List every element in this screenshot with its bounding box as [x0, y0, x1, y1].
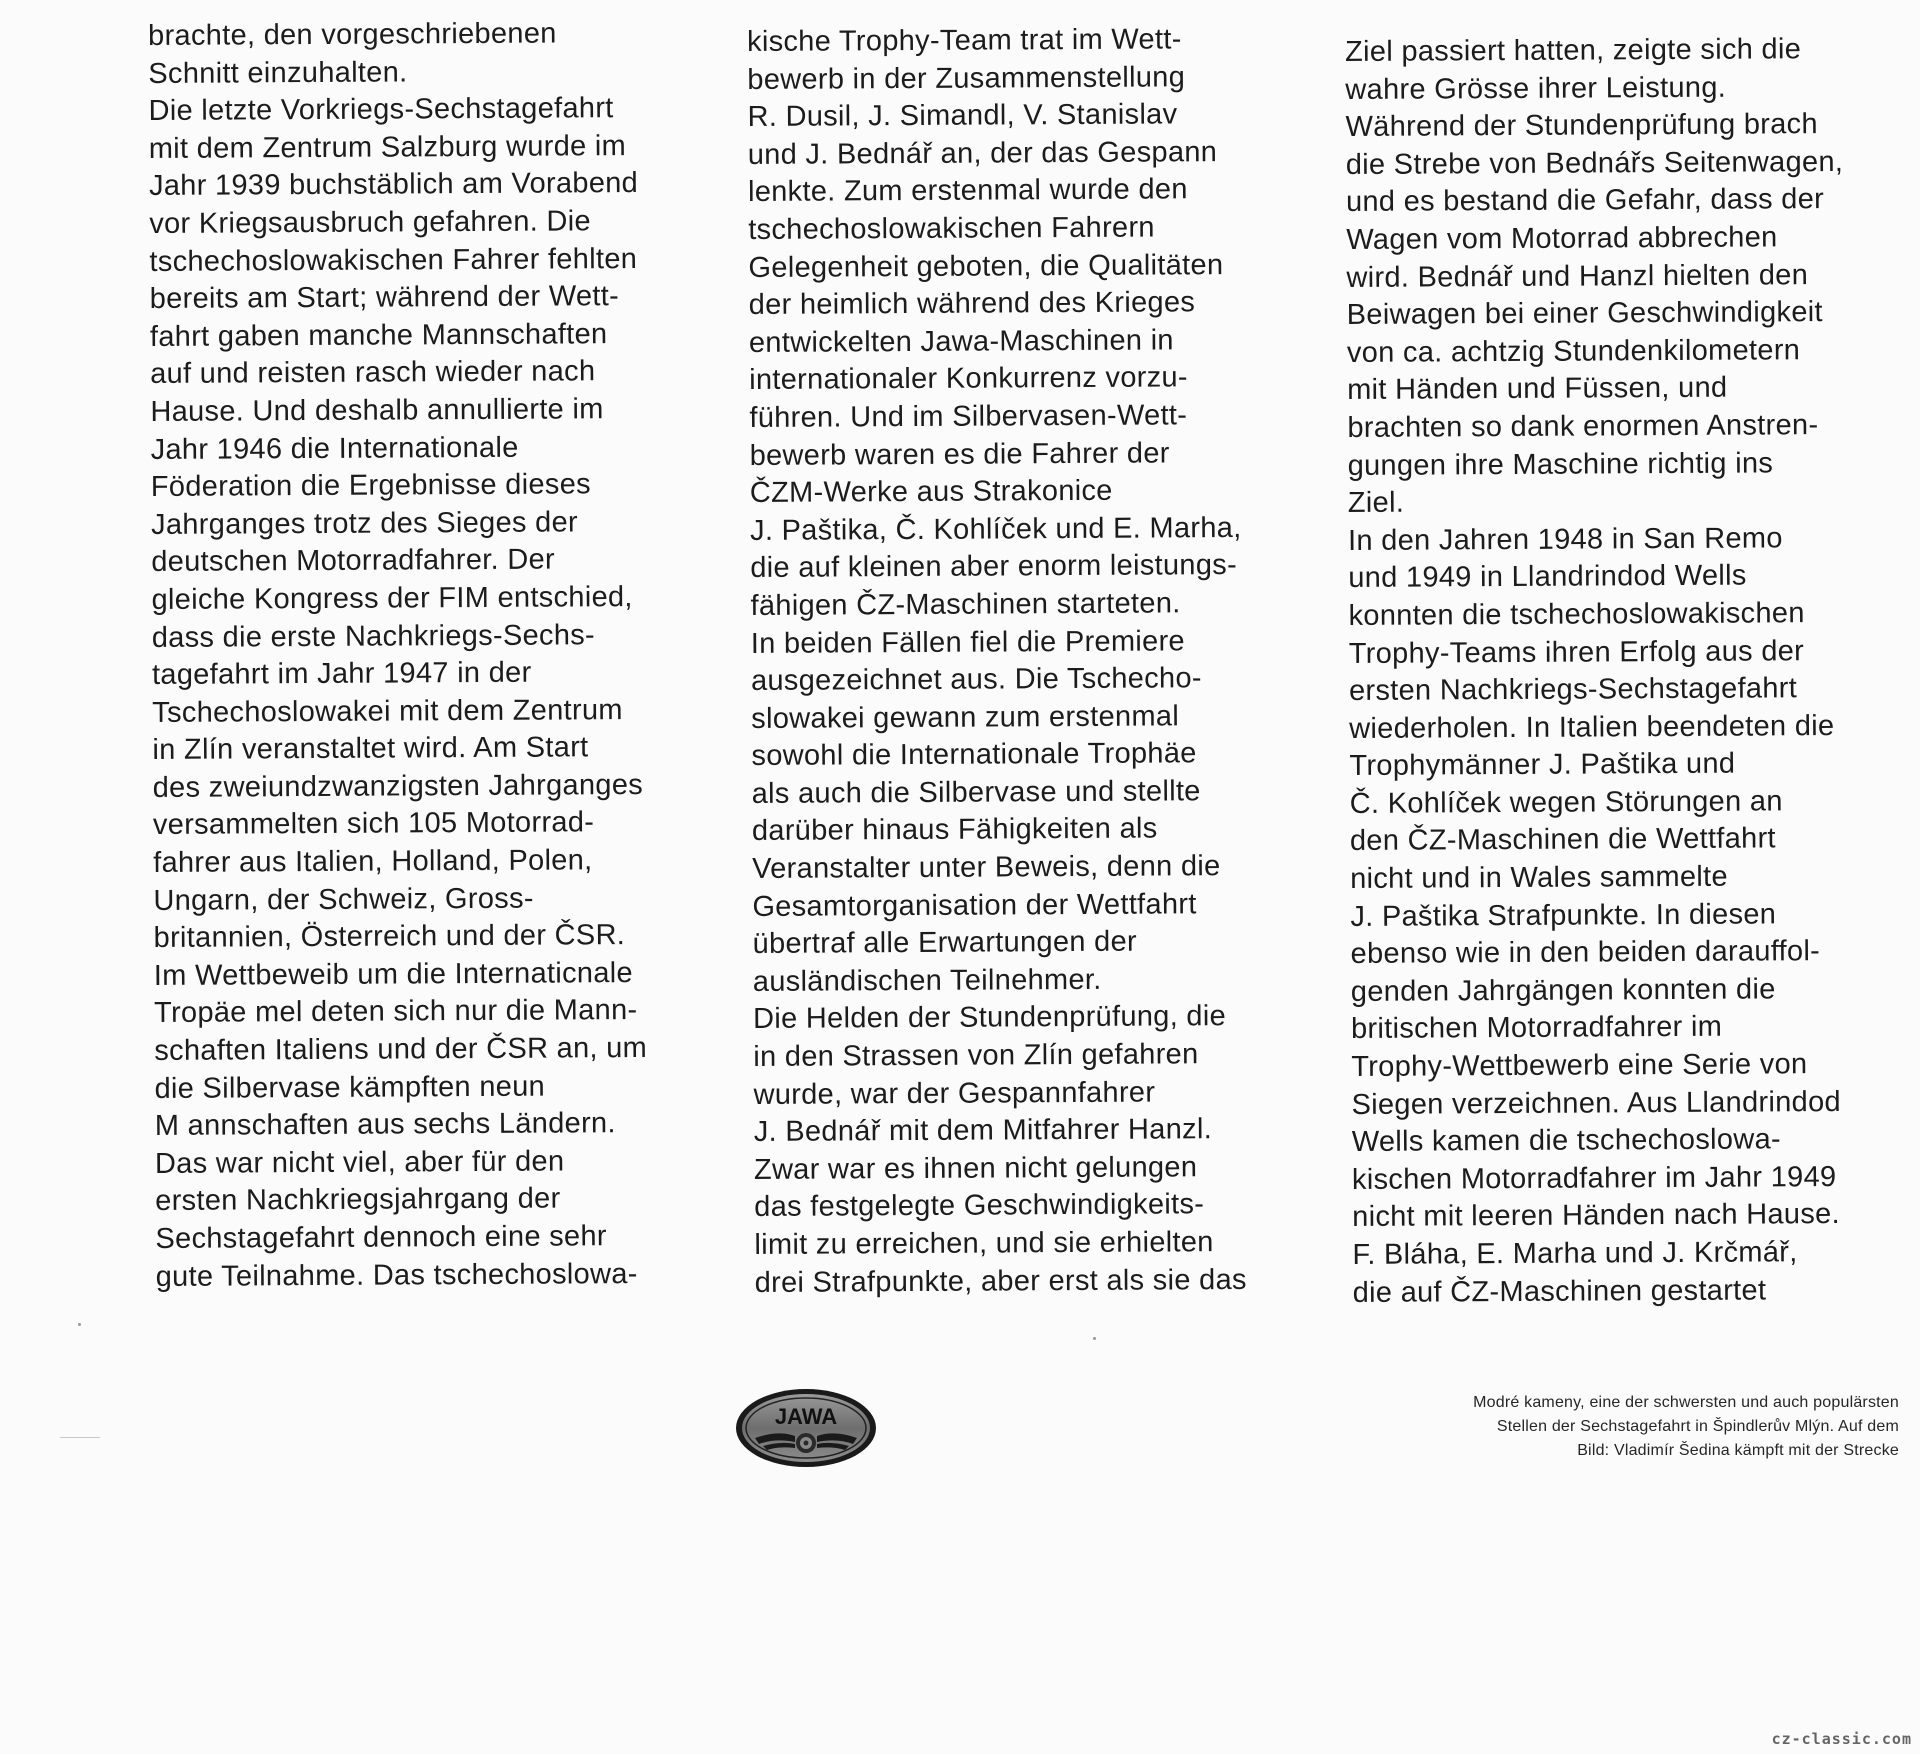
text-line: und es bestand die Gefahr, dass der [1345, 183, 1825, 219]
text-line: vor Kriegsausbruch gefahren. Die [149, 205, 591, 240]
text-line: Ziel passiert hatten, zeigte sich die [1345, 33, 1802, 68]
text-line: brachten so dank enormen Anstren- [1347, 409, 1819, 444]
text-line: genden Jahrgängen konnten die [1350, 973, 1776, 1008]
text-line: das festgelegte Geschwindigkeits- [754, 1188, 1205, 1224]
text-line: britannien, Österreich und der ČSR. [153, 919, 626, 955]
text-line: Trophy-Wettbewerb eine Serie von [1351, 1048, 1808, 1084]
text-line: Schnitt einzuhalten. [148, 56, 408, 90]
scan-speck [78, 1323, 81, 1326]
caption-line: Modré kameny, eine der schwersten und auch populärsten [1473, 1394, 1899, 1411]
text-line: in den Strassen von Zlín gefahren [753, 1038, 1199, 1074]
caption-line: Stellen der Sechstagefahrt in Špindlerův Mlýn. Auf dem [1496, 1418, 1899, 1435]
text-line: darüber hinaus Fähigkeiten als [751, 812, 1158, 848]
text-line: wiederholen. In Italien beendeten die [1349, 709, 1835, 745]
text-line: Beiwagen bei einer Geschwindigkeit [1346, 296, 1823, 332]
text-line: Wells kamen die tschechoslowa- [1351, 1123, 1782, 1159]
text-line: Im Wettbeweib um die Internaticnale [153, 956, 633, 992]
text-line: M annschaften aus sechs Ländern. [154, 1107, 616, 1143]
text-line: Veranstalter unter Beweis, denn die [752, 850, 1221, 886]
text-line: Gelegenheit geboten, die Qualitäten [748, 248, 1224, 284]
text-line: auf und reisten rasch wieder nach [150, 355, 596, 391]
text-line: internationaler Konkurrenz vorzu- [749, 361, 1188, 397]
text-line: fahrer aus Italien, Holland, Polen, [153, 844, 593, 880]
text-line: ebenso wie in den beiden darauffol- [1350, 935, 1821, 971]
text-line: nicht mit leeren Händen nach Hause. [1352, 1198, 1840, 1234]
text-line: kische Trophy-Team trat im Wett- [747, 23, 1182, 58]
text-line: Jahr 1939 buchstäblich am Vorabend [148, 167, 639, 203]
text-line: Siegen verzeichnen. Aus Llandrindod [1351, 1085, 1841, 1121]
text-line: limit zu erreichen, und sie erhielten [754, 1226, 1214, 1261]
text-line: versammelten sich 105 Motorrad- [152, 806, 595, 842]
text-line: J. Paštika, Č. Kohlíček und E. Marha, [749, 511, 1242, 547]
scan-speck [1093, 1337, 1096, 1340]
text-line: ersten Nachkriegsjahrgang der [155, 1182, 561, 1218]
text-line: In den Jahren 1948 in San Remo [1347, 522, 1783, 557]
text-column-3 [1345, 31, 1913, 1313]
photo-caption [1279, 1391, 1899, 1463]
text-line: tschechoslowakischen Fahrer fehlten [149, 242, 638, 278]
logo-text: JAWA [774, 1404, 838, 1429]
text-line: die auf kleinen aber enorm leistungs- [750, 549, 1238, 585]
text-line: wird. Bednář und Hanzl hielten den [1346, 258, 1809, 294]
text-line: F. Bláha, E. Marha und J. Krčmář, [1352, 1236, 1798, 1271]
text-line: mit Händen und Füssen, und [1347, 372, 1728, 407]
text-column-2 [747, 21, 1315, 1303]
text-line: wahre Grösse ihrer Leistung. [1345, 71, 1727, 106]
text-line: Gesamtorganisation der Wettfahrt [752, 887, 1197, 923]
text-line: die Strebe von Bednářs Seitenwagen, [1345, 145, 1844, 181]
text-line: Tropäe mel deten sich nur die Mann- [153, 994, 638, 1030]
text-line: entwickelten Jawa-Maschinen in [748, 324, 1174, 359]
text-line: fähigen ČZ-Maschinen starteten. [750, 587, 1181, 622]
text-line: Während der Stundenprüfung brach [1345, 108, 1818, 144]
text-line: Die Helden der Stundenprüfung, die [752, 1000, 1227, 1036]
text-line: schaften Italiens und der ČSR an, um [154, 1032, 648, 1068]
text-line: J. Paštika Strafpunkte. In diesen [1350, 898, 1777, 933]
text-line: kischen Motorradfahrer im Jahr 1949 [1351, 1160, 1837, 1196]
jawa-logo [733, 1386, 879, 1470]
text-line: tagefahrt im Jahr 1947 in der [151, 656, 532, 692]
text-line: wurde, war der Gespannfahrer [753, 1076, 1156, 1111]
text-line: Zwar war es ihnen nicht gelungen [753, 1151, 1198, 1186]
text-line: gungen ihre Maschine richtig ins [1347, 446, 1774, 482]
jawa-wing-logo-icon [733, 1386, 879, 1470]
text-line: slowakei gewann zum erstenmal [751, 700, 1180, 735]
text-line: tschechoslowakischen Fahrern [748, 211, 1155, 246]
text-line: Jahr 1946 die Internationale [150, 431, 519, 466]
text-line: R. Dusil, J. Simandl, V. Stanislav [747, 98, 1178, 134]
text-line: dass die erste Nachkriegs-Sechs- [151, 618, 596, 654]
text-line: drei Strafpunkte, aber erst als sie das [754, 1263, 1247, 1299]
text-line: gleiche Kongress der FIM entschied, [151, 580, 633, 616]
text-line: die Silbervase kämpften neun [154, 1070, 546, 1105]
text-line: Jahrganges trotz des Sieges der [150, 506, 579, 541]
text-line: Sechstagefahrt dennoch eine sehr [155, 1220, 607, 1255]
text-line: Ziel. [1347, 486, 1405, 520]
text-line: Hause. Und deshalb annullierte im [150, 393, 604, 428]
text-line: als auch die Silbervase und stellte [751, 775, 1201, 810]
text-line: Ungarn, der Schweiz, Gross- [153, 882, 534, 917]
text-line: und J. Bednář an, der das Gespann [747, 135, 1218, 171]
text-line: Das war nicht viel, aber für den [154, 1145, 565, 1180]
text-line: ausländischen Teilnehmer. [752, 963, 1102, 998]
site-watermark: cz-classic.com [1771, 1730, 1912, 1748]
text-line: des zweiundzwanzigsten Jahrganges [152, 768, 644, 804]
text-line: Tschechoslowakei mit dem Zentrum [152, 693, 623, 729]
text-line: J. Bednář mit dem Mitfahrer Hanzl. [753, 1113, 1213, 1149]
text-line: sowohl die Internationale Trophäe [751, 737, 1197, 773]
text-line: In beiden Fällen fiel die Premiere [750, 624, 1186, 660]
text-line: in Zlín veranstaltet wird. Am Start [152, 731, 589, 767]
text-line: ausgezeichnet aus. Die Tschecho- [750, 662, 1202, 698]
scan-speck [60, 1437, 100, 1438]
text-line: von ca. achtzig Stundenkilometern [1346, 333, 1801, 369]
text-line: ČZM-Werke aus Strakonice [749, 474, 1113, 510]
text-line: konnten die tschechoslowakischen [1348, 597, 1805, 632]
text-line: und 1949 in Llandrindod Wells [1348, 559, 1747, 595]
text-line: deutschen Motorradfahrer. Der [151, 543, 556, 579]
caption-line: Bild: Vladimír Šedina kämpft mit der Strecke [1577, 1442, 1899, 1459]
text-line: den ČZ-Maschinen die Wettfahrt [1349, 822, 1776, 858]
text-line: ersten Nachkriegs-Sechstagefahrt [1348, 672, 1798, 708]
text-line: lenkte. Zum erstenmal wurde den [747, 173, 1188, 209]
text-line: Č. Kohlíček wegen Störungen an [1349, 785, 1783, 820]
text-line: bewerb in der Zusammenstellung [747, 60, 1186, 96]
text-column-1 [148, 15, 716, 1297]
text-line: nicht und in Wales sammelte [1350, 860, 1729, 896]
text-line: Wagen vom Motorrad abbrechen [1346, 221, 1778, 256]
text-line: führen. Und im Silbervasen-Wett- [749, 399, 1188, 434]
text-line: brachte, den vorgeschriebenen [148, 17, 557, 52]
text-line: britischen Motorradfahrer im [1350, 1011, 1723, 1046]
text-line: der heimlich während des Krieges [748, 286, 1196, 322]
text-line: Trophymänner J. Paštika und [1349, 747, 1736, 783]
text-line: gute Teilnahme. Das tschechoslowa- [155, 1257, 638, 1293]
text-line: mit dem Zentrum Salzburg wurde im [148, 129, 627, 165]
text-line: fahrt gaben manche Mannschaften [149, 317, 608, 353]
text-line: die auf ČZ-Maschinen gestartet [1352, 1274, 1767, 1309]
text-line: Die letzte Vorkriegs-Sechstagefahrt [148, 92, 614, 128]
text-line: bereits am Start; während der Wett- [149, 280, 620, 316]
text-line: Trophy-Teams ihren Erfolg aus der [1348, 634, 1805, 670]
text-line: Föderation die Ergebnisse dieses [150, 468, 591, 504]
text-line: übertraf alle Erwartungen der [752, 925, 1138, 961]
text-line: bewerb waren es die Fahrer der [749, 436, 1170, 472]
